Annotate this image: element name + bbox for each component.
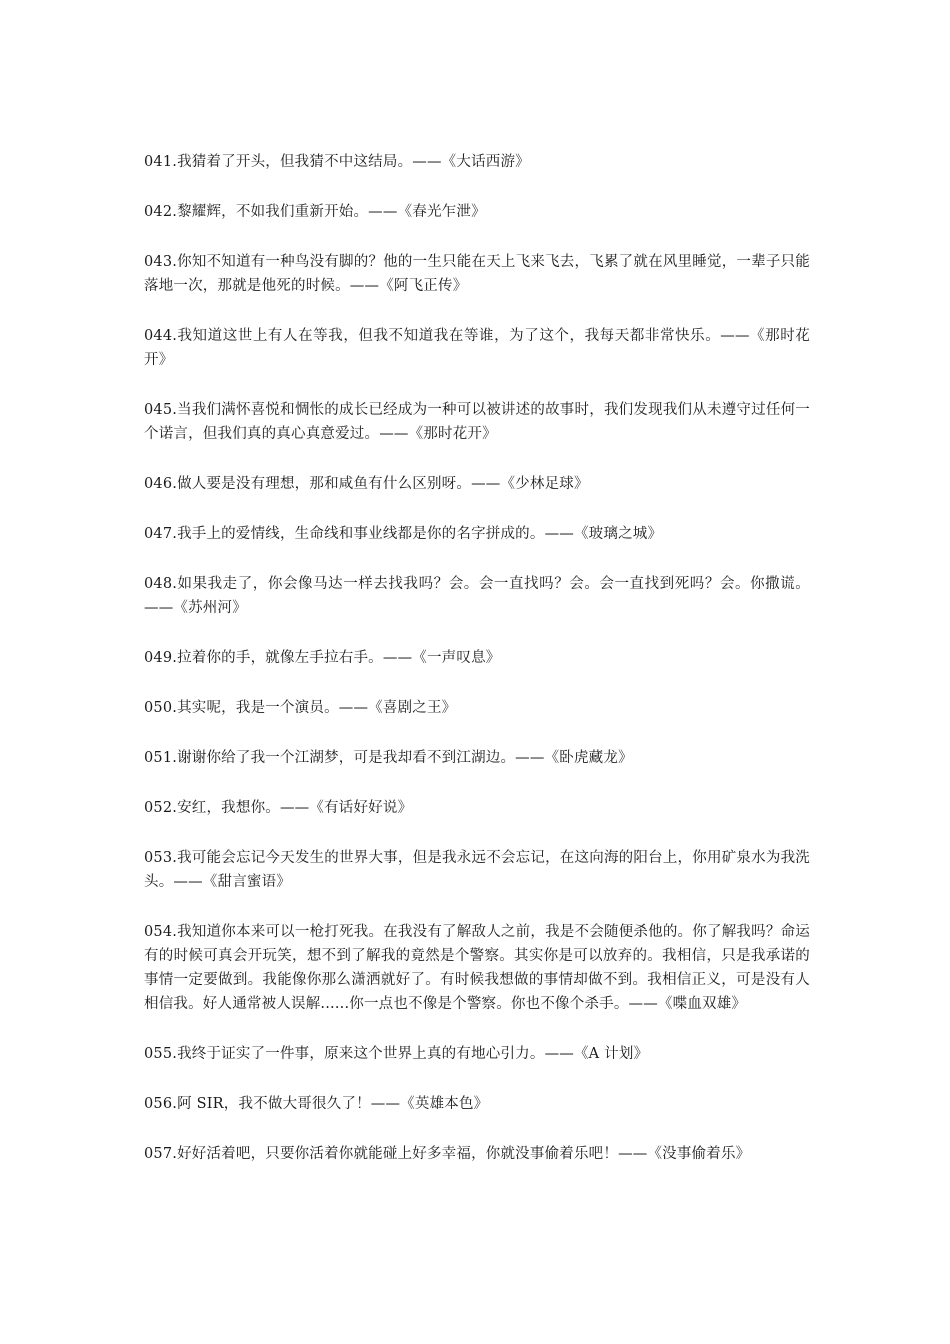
quote-055: 055.我终于证实了一件事，原来这个世界上真的有地心引力。——《A 计划》 xyxy=(144,1046,649,1062)
quote-046: 046.做人要是没有理想，那和咸鱼有什么区别呀。——《少林足球》 xyxy=(144,476,589,492)
quote-056: 056.阿 SIR，我不做大哥很久了！——《英雄本色》 xyxy=(144,1096,489,1112)
quote-044: 044.我知道这世上有人在等我，但我不知道我在等谁，为了这个，我每天都非常快乐。——《那时花开》 xyxy=(144,328,810,368)
quote-047: 047.我手上的爱情线，生命线和事业线都是你的名字拼成的。——《玻璃之城》 xyxy=(144,526,663,542)
quote-048: 048.如果我走了，你会像马达一样去找我吗？会。会一直找吗？会。会一直找到死吗？会。你撒谎。——《苏州河》 xyxy=(144,576,810,616)
quote-052: 052.安红，我想你。——《有话好好说》 xyxy=(144,800,413,816)
quote-045: 045.当我们满怀喜悦和惆怅的成长已经成为一种可以被讲述的故事时，我们发现我们从未遵守过任何一个诺言，但我们真的真心真意爱过。——《那时花开》 xyxy=(144,402,810,442)
quote-057: 057.好好活着吧，只要你活着你就能碰上好多幸福，你就没事偷着乐吧！——《没事偷着乐》 xyxy=(144,1146,751,1162)
quote-041: 041.我猜着了开头，但我猜不中这结局。——《大话西游》 xyxy=(144,154,530,170)
quote-042: 042.黎耀辉，不如我们重新开始。——《春光乍泄》 xyxy=(144,204,486,220)
quote-051: 051.谢谢你给了我一个江湖梦，可是我却看不到江湖边。——《卧虎藏龙》 xyxy=(144,750,633,766)
quote-049: 049.拉着你的手，就像左手拉右手。——《一声叹息》 xyxy=(144,650,501,666)
quote-043: 043.你知不知道有一种鸟没有脚的？他的一生只能在天上飞来飞去，飞累了就在风里睡觉，一辈子只能落地一次，那就是他死的时候。——《阿飞正传》 xyxy=(144,254,810,294)
quote-054: 054.我知道你本来可以一枪打死我。在我没有了解敌人之前，我是不会随便杀他的。你了解我吗？命运有的时候可真会开玩笑，想不到了解我的竟然是个警察。其实你是可以放弃的。我相信，只是我承诺的事情一定要做到。我能像你那么潇洒就好了。有时候我想做的事情却做不到。我相信正义，可是没有人相信我。好人通常被人误解......你一点也不像是个警察。你也不像个杀手。——《喋血双雄》 xyxy=(144,924,810,1012)
quote-050: 050.其实呢，我是一个演员。——《喜剧之王》 xyxy=(144,700,457,716)
quote-list xyxy=(144,150,810,1192)
quote-053: 053.我可能会忘记今天发生的世界大事，但是我永远不会忘记，在这向海的阳台上，你用矿泉水为我洗头。——《甜言蜜语》 xyxy=(144,850,810,890)
